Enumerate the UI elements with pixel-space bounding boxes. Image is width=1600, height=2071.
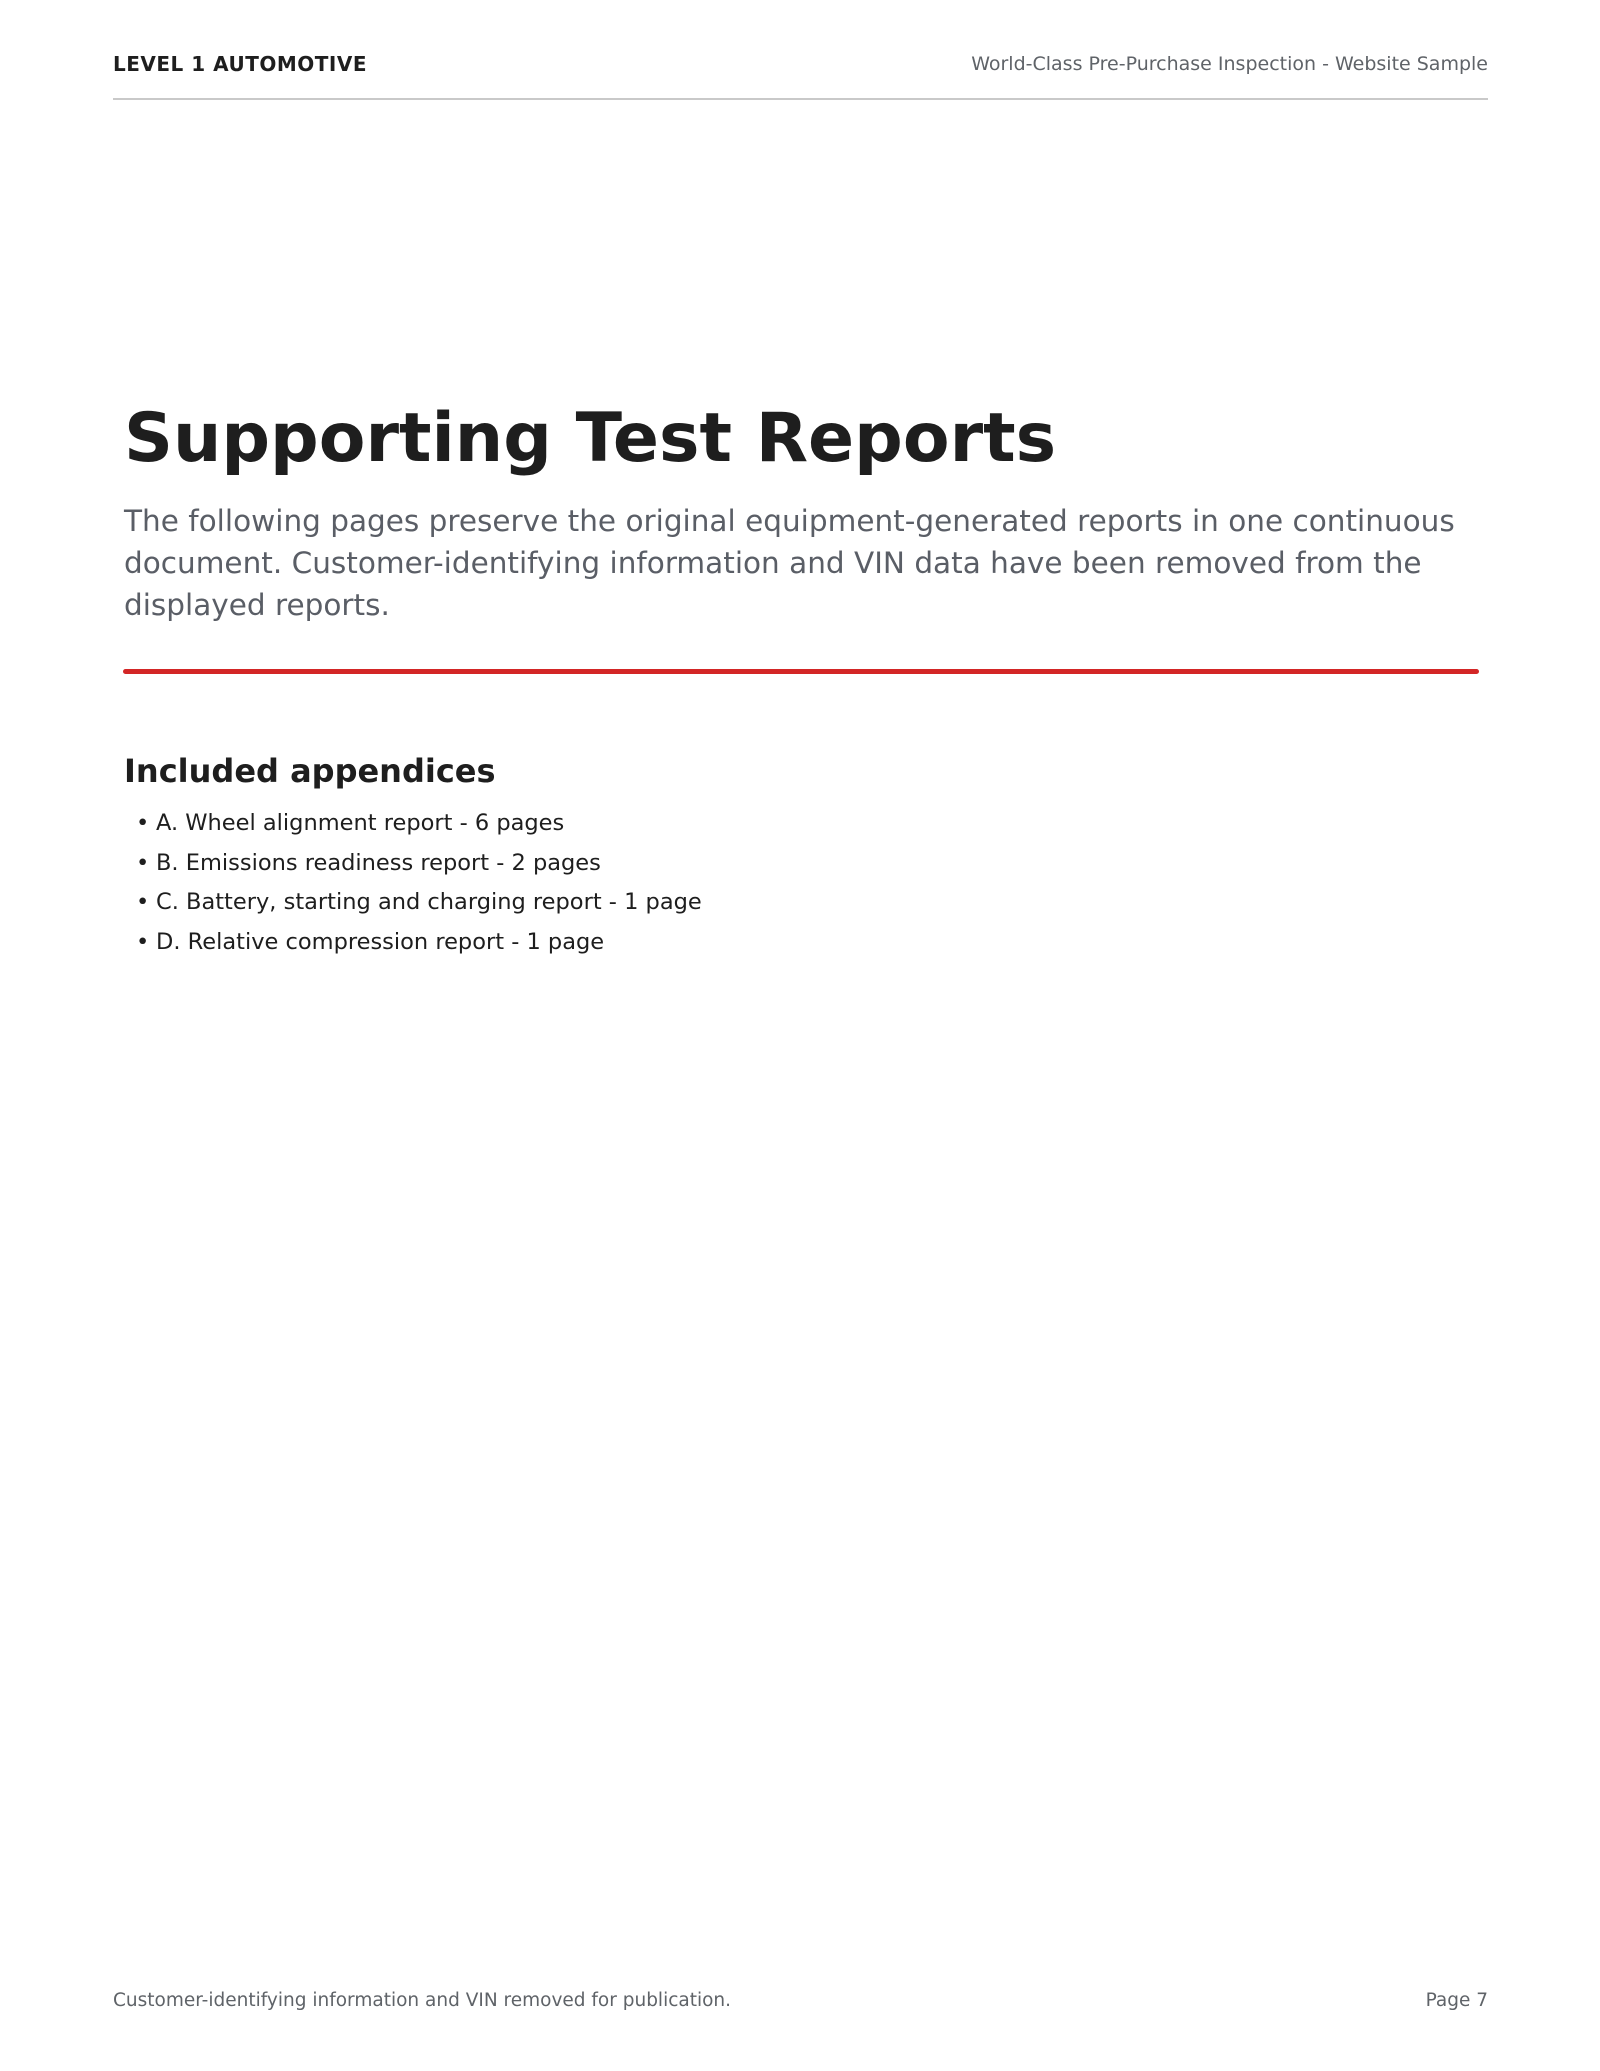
page-title: Supporting Test Reports [124, 399, 1057, 478]
intro-paragraph: The following pages preserve the original equipment-generated reports in one continuous document. Customer-identifying information and VIN data have been removed from the displayed reports. [124, 504, 1455, 622]
appendices-list [136, 804, 702, 962]
bullet-icon: • [136, 810, 150, 836]
appendix-item-label: B. Emissions readiness report - 2 pages [156, 849, 601, 876]
document-label: World-Class Pre-Purchase Inspection - Website Sample [971, 53, 1488, 75]
appendix-item-label: A. Wheel alignment report - 6 pages [156, 810, 565, 836]
bullet-icon: • [136, 849, 150, 876]
appendix-item [136, 844, 702, 884]
bullet-icon: • [136, 928, 150, 955]
appendix-item [136, 883, 702, 923]
brand-name: LEVEL 1 AUTOMOTIVE [113, 52, 368, 76]
appendix-item-label: D. Relative compression report - 1 page [156, 928, 605, 955]
bullet-icon: • [136, 889, 150, 915]
accent-divider [123, 669, 1479, 674]
page-header [113, 50, 1488, 100]
footer-note: Customer-identifying information and VIN removed for publication. [113, 1990, 732, 2011]
page-number: Page 7 [1425, 1990, 1488, 2011]
appendix-item [136, 923, 702, 963]
appendices-heading: Included appendices [124, 752, 496, 790]
appendix-item [136, 804, 702, 844]
appendix-item-label: C. Battery, starting and charging report - 1 page [156, 889, 702, 915]
